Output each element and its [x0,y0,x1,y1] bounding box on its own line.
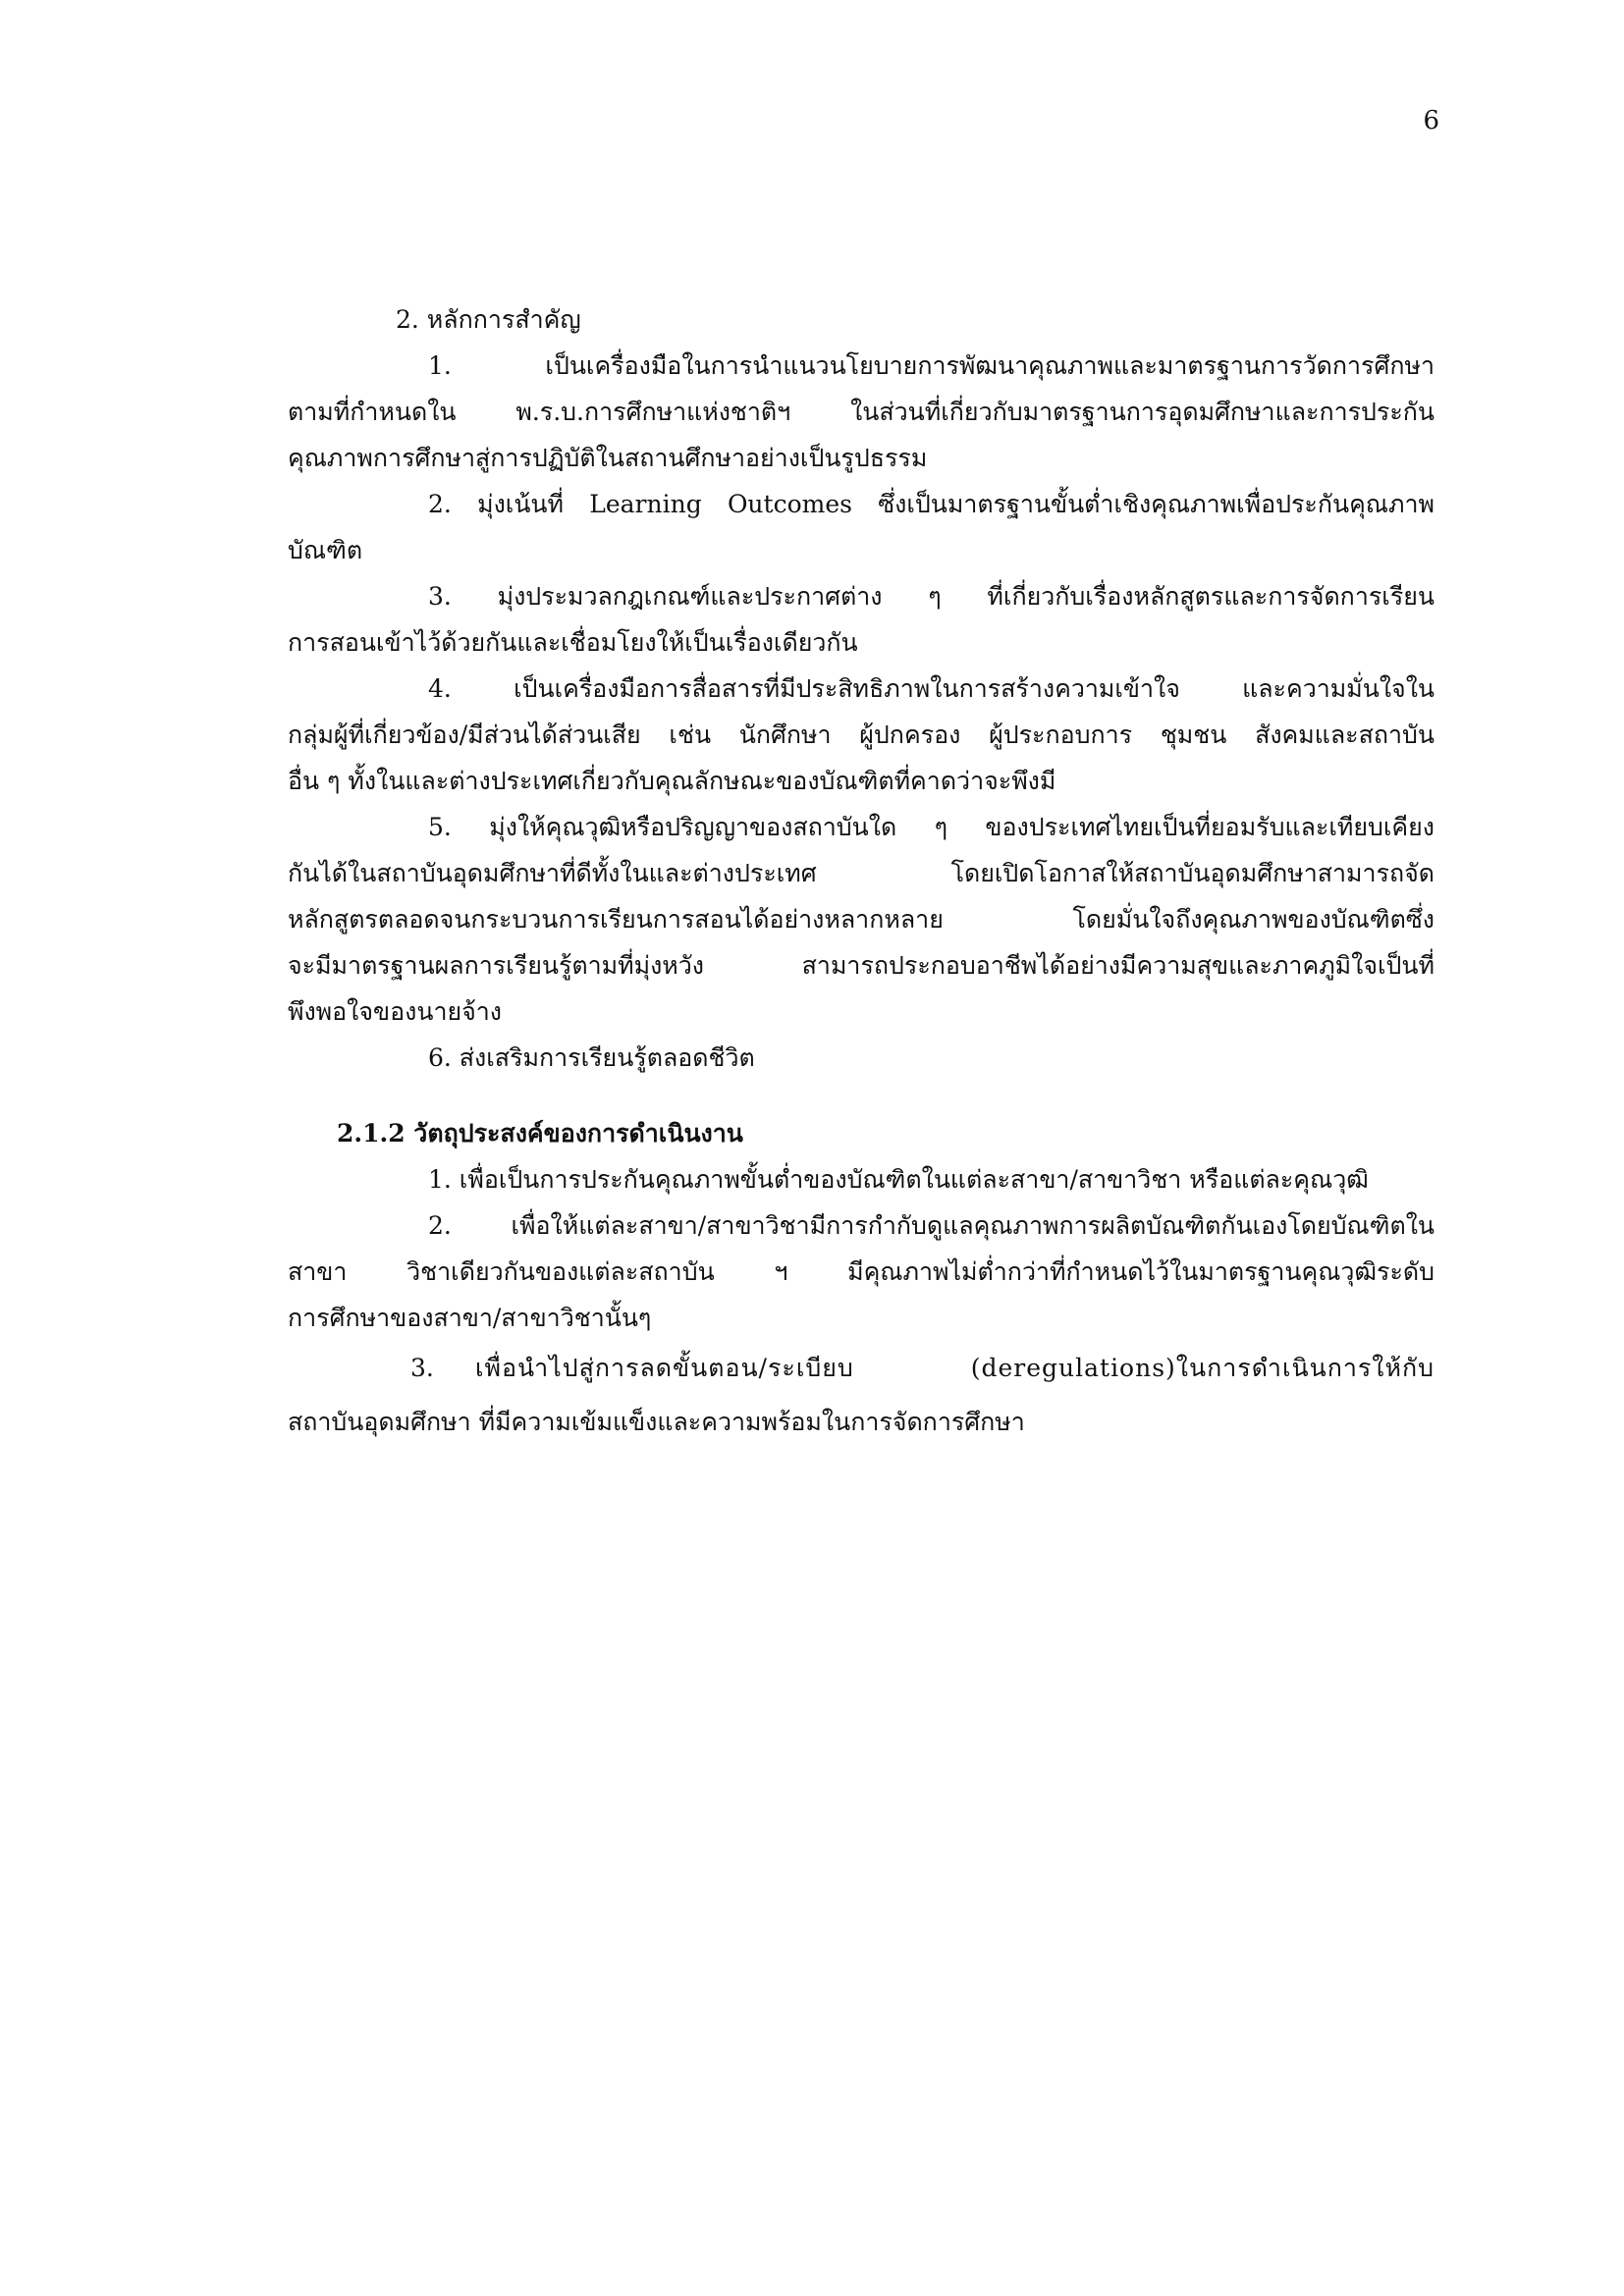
principle-2-line-1: 2. มุ่งเน้นที่ Learning Outcomes ซึ่งเป็นมาตรฐานขั้นต่ำเชิงคุณภาพเพื่อประกันคุณภาพ [428,490,1435,518]
objective-2-line-1: 2. เพื่อให้แต่ละสาขา/สาขาวิชามีการกำกับดูแลคุณภาพการผลิตบัณฑิตกันเองโดยบัณฑิตใน [428,1211,1435,1240]
principle-5-line-4: จะมีมาตรฐานผลการเรียนรู้ตามที่มุ่งหวัง สามารถประกอบอาชีพได้อย่างมีความสุขและภาคภูมิใจเป็นที่ [288,951,1435,980]
objective-2-line-3: การศึกษาของสาขา/สาขาวิชานั้นๆ [288,1304,652,1332]
principles-title: 2. หลักการสำคัญ [396,305,581,334]
principle-3-line-1: 3. มุ่งประมวลกฎเกณฑ์และประกาศต่าง ๆ ที่เกี่ยวกับเรื่องหลักสูตรและการจัดการเรียน [428,582,1435,611]
principle-4-line-2: กลุ่มผู้ที่เกี่ยวข้อง/มีส่วนได้ส่วนเสีย เช่น นักศึกษา ผู้ปกครอง ผู้ประกอบการ ชุมชน สังคมและสถาบัน [288,721,1435,749]
objectives-heading: 2.1.2 วัตถุประสงค์ของการดำเนินงาน [337,1119,743,1148]
objective-1: 1. เพื่อเป็นการประกันคุณภาพขั้นต่ำของบัณฑิตในแต่ละสาขา/สาขาวิชา หรือแต่ละคุณวุฒิ [428,1165,1369,1194]
principle-2-line-2: บัณฑิต [288,536,363,564]
objective-3-line-2: สถาบันอุดมศึกษา ที่มีความเข้มแข็งและความพร้อมในการจัดการศึกษา [288,1408,1025,1436]
principle-1-line-1: 1. เป็นเครื่องมือในการนำแนวนโยบายการพัฒนาคุณภาพและมาตรฐานการวัดการศึกษา [428,351,1435,380]
objective-3-number: 3. [410,1354,434,1382]
principle-6-line-1: 6. ส่งเสริมการเรียนรู้ตลอดชีวิต [428,1043,755,1072]
principle-5-line-2: กันได้ในสถาบันอุดมศึกษาที่ดีทั้งในและต่างประเทศ โดยเปิดโอกาสให้สถาบันอุดมศึกษาสามารถจัด [288,859,1435,887]
page-number: 6 [1423,106,1439,135]
page-content [288,296,1435,1449]
objective-3-text: เพื่อนำไปสู่การลดขั้นตอน/ระเบียบ (deregulations)ในการดำเนินการให้กับ [475,1354,1435,1382]
principle-1-line-2: ตามที่กำหนดใน พ.ร.บ.การศึกษาแห่งชาติฯ ในส่วนที่เกี่ยวกับมาตรฐานการอุดมศึกษาและการประกัน [288,398,1435,426]
principle-1-line-3: คุณภาพการศึกษาสู่การปฏิบัติในสถานศึกษาอย่างเป็นรูปธรรม [288,444,928,472]
objective-3-line-1 [288,1341,1435,1395]
principle-5-line-1: 5. มุ่งให้คุณวุฒิหรือปริญญาของสถาบันใด ๆ ของประเทศไทยเป็นที่ยอมรับและเทียบเคียง [428,813,1435,841]
objective-2-line-2: สาขา วิชาเดียวกันของแต่ละสถาบัน ฯ มีคุณภาพไม่ต่ำกว่าที่กำหนดไว้ในมาตรฐานคุณวุฒิระดับ [288,1257,1435,1286]
principle-4-line-3: อื่น ๆ ทั้งในและต่างประเทศเกี่ยวกับคุณลักษณะของบัณฑิตที่คาดว่าจะพึงมี [288,767,1056,795]
principle-5-line-3: หลักสูตรตลอดจนกระบวนการเรียนการสอนได้อย่างหลากหลาย โดยมั่นใจถึงคุณภาพของบัณฑิตซึ่ง [288,905,1435,934]
principle-4-line-1: 4. เป็นเครื่องมือการสื่อสารที่มีประสิทธิภาพในการสร้างความเข้าใจ และความมั่นใจใน [428,674,1435,703]
principle-3-line-2: การสอนเข้าไว้ด้วยกันและเชื่อมโยงให้เป็นเรื่องเดียวกัน [288,628,858,657]
principle-5-line-5: พึงพอใจของนายจ้าง [288,997,503,1026]
